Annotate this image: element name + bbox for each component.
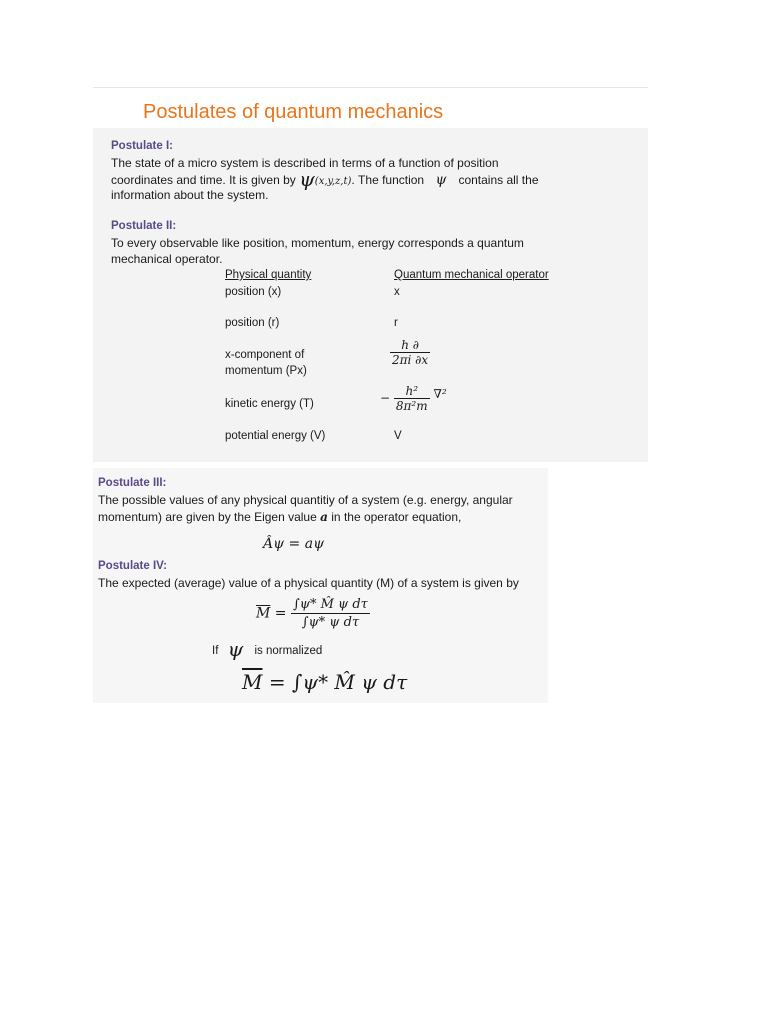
- quantity-momentum-line-1: x-component of: [225, 349, 305, 361]
- eigen-value-symbol: a: [320, 510, 328, 524]
- expectation-fraction: [291, 596, 370, 631]
- expectation-denominator: ∫ψ* ψ dτ: [301, 615, 360, 630]
- quantity-momentum-line-2: momentum (Px): [225, 365, 307, 377]
- expectation-numerator: ∫ψ* M̂ ψ dτ: [292, 597, 368, 612]
- kinetic-fraction: [394, 384, 430, 413]
- postulate-1-text-c: contains all the: [458, 173, 539, 187]
- column-header-operator: Quantum mechanical operator: [394, 269, 549, 281]
- quantity-potential-energy: potential energy (V): [225, 430, 326, 442]
- operator-momentum: [390, 338, 430, 367]
- expectation-lhs: $\overline{M}$: [256, 605, 271, 622]
- postulate-1-line-1: The state of a micro system is described in terms of a function of position: [111, 156, 499, 170]
- postulate-1-line-3: information about the system.: [111, 188, 269, 202]
- normalized-text: is normalized: [254, 645, 323, 657]
- psi-symbol-2: ψ: [435, 172, 447, 188]
- momentum-numerator: h ∂: [390, 338, 430, 353]
- postulate-2-line-2: mechanical operator.: [111, 252, 223, 266]
- quantity-position-x: position (x): [225, 286, 282, 298]
- normalized-lhs: $\overline{M}$: [242, 670, 263, 694]
- postulate-3-heading: Postulate III:: [98, 477, 167, 489]
- psi-arguments: (x,y,z,t): [314, 176, 352, 187]
- kinetic-prefix: −: [380, 391, 391, 405]
- postulate-2-heading: Postulate II:: [111, 220, 177, 232]
- quantity-kinetic-energy: kinetic energy (T): [225, 398, 314, 410]
- postulate-3-line-2: [98, 509, 461, 525]
- postulate-4-heading: Postulate IV:: [98, 560, 168, 572]
- postulate-3-line-1: The possible values of any physical quantitiy of a system (e.g. energy, angular: [98, 493, 513, 507]
- momentum-denominator: 2πi ∂x: [392, 353, 429, 367]
- postulates-panel-1: [93, 87, 648, 462]
- operator-position-x: x: [394, 286, 400, 298]
- postulate-1-text-a: coordinates and time. It is given by: [111, 173, 296, 187]
- operator-equation: Âψ = aψ: [263, 536, 325, 552]
- kinetic-numerator: h²: [394, 384, 430, 399]
- postulate-1-heading: Postulate I:: [111, 140, 173, 152]
- postulate-3-text-b: in the operator equation,: [331, 510, 462, 524]
- operator-position-r: r: [394, 317, 398, 329]
- normalized-condition: [212, 637, 323, 661]
- operator-kinetic-energy: [380, 384, 447, 413]
- postulate-4-line-1: The expected (average) value of a physical quantity (M) of a system is given by: [98, 576, 519, 590]
- normalized-expectation-equation: [242, 670, 407, 694]
- psi-symbol: ψ: [299, 167, 315, 191]
- equals-sign: =: [274, 605, 287, 622]
- kinetic-suffix: ∇²: [433, 387, 447, 401]
- expectation-value-equation: [256, 596, 370, 631]
- if-text: If: [212, 645, 219, 657]
- postulate-2-line-1: To every observable like position, momentum, energy corresponds a quantum: [111, 236, 524, 250]
- normalized-rhs: = ∫ψ* M̂ ψ dτ: [268, 670, 408, 694]
- operator-potential-energy: V: [394, 430, 402, 442]
- postulate-1-text-b: . The function: [351, 173, 425, 187]
- page-title: Postulates of quantum mechanics: [143, 101, 444, 123]
- psi-normalized-symbol: ψ: [227, 637, 244, 661]
- quantity-position-r: position (r): [225, 317, 280, 329]
- column-header-physical-quantity: Physical quantity: [225, 269, 312, 281]
- kinetic-denominator: 8π²m: [395, 399, 428, 413]
- postulate-3-text-a: momentum) are given by the Eigen value: [98, 510, 317, 524]
- momentum-fraction: [390, 338, 430, 367]
